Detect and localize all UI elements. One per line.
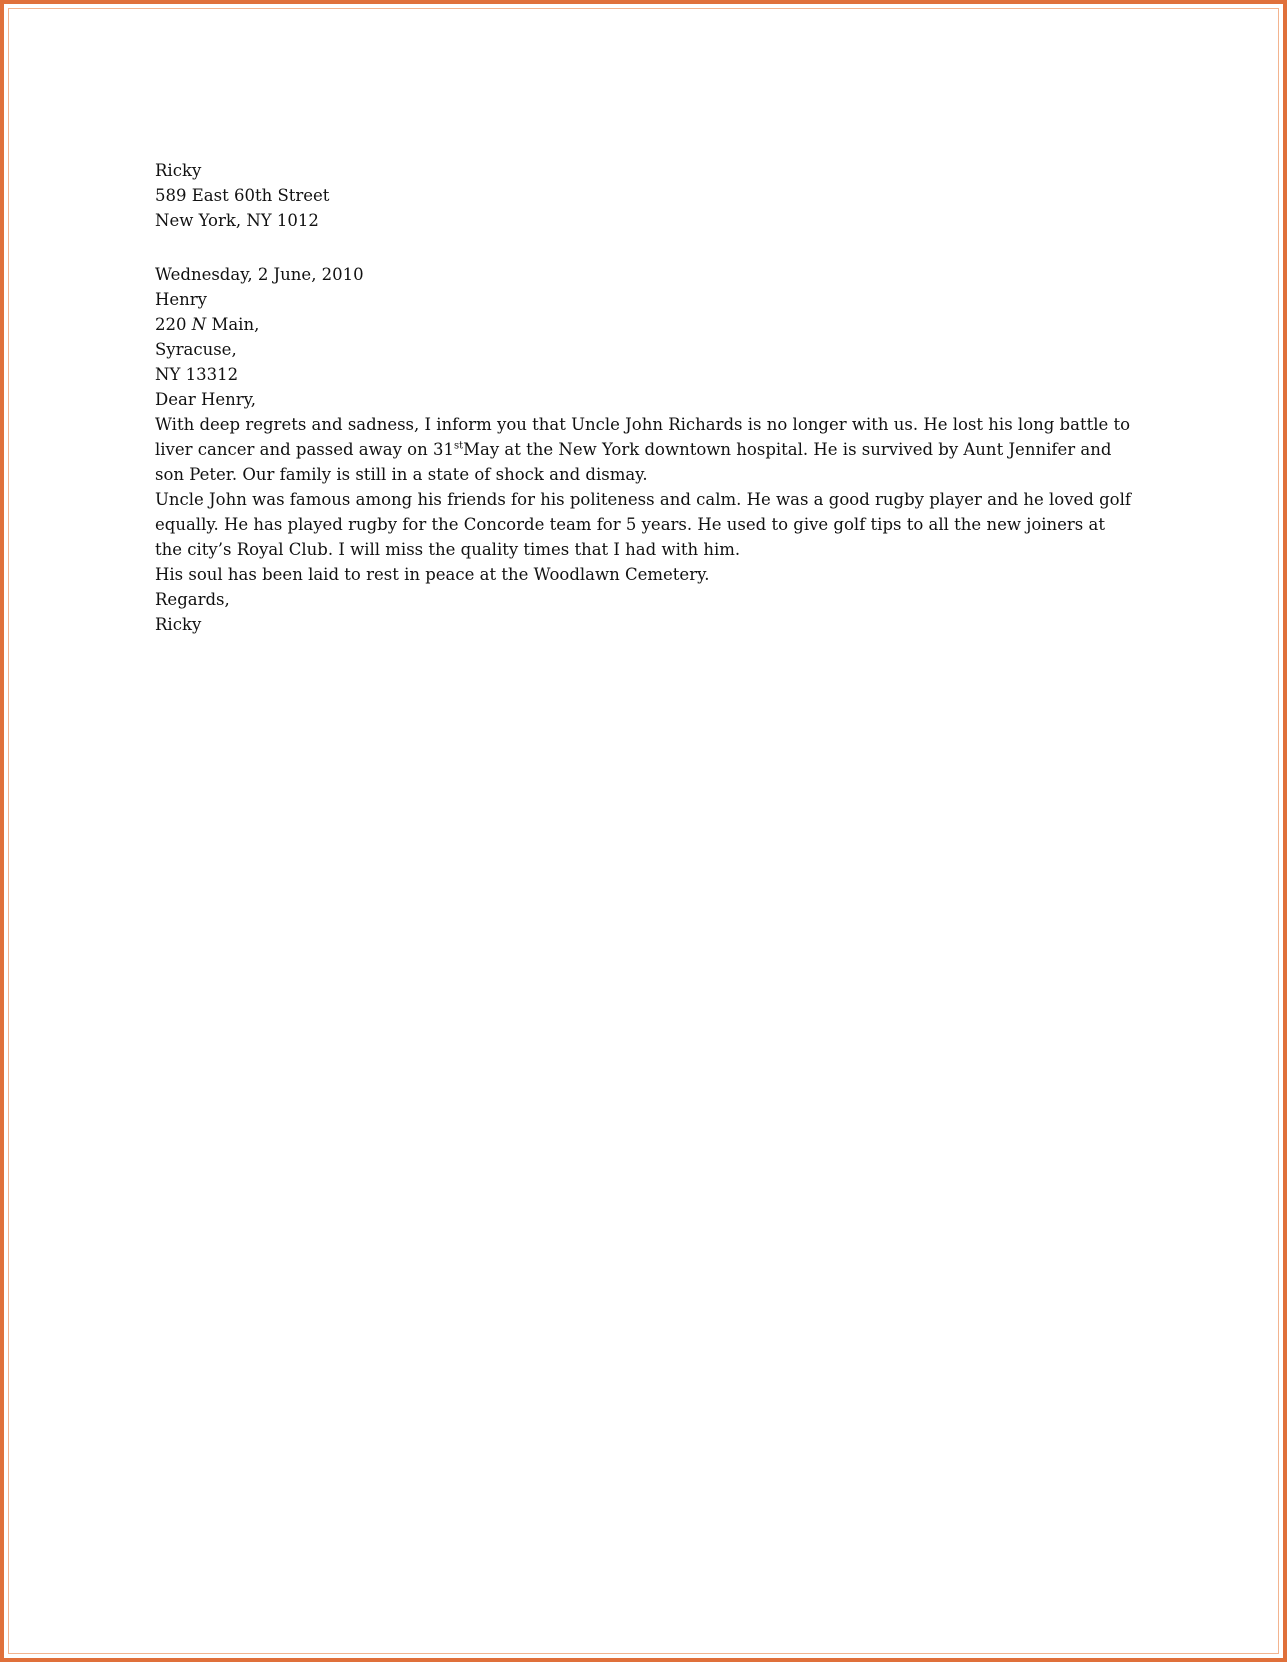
recipient-street (155, 312, 1135, 337)
recipient-street-name: Main, (211, 315, 260, 334)
sender-street: 589 East 60th Street (155, 186, 330, 205)
body-paragraph-3: His soul has been laid to rest in peace at the Woodlawn Cemetery. (155, 565, 710, 584)
recipient-street-number: 220 (155, 315, 187, 334)
recipient-state-zip: NY 13312 (155, 365, 239, 384)
sender-address (155, 158, 1135, 233)
recipient-street-direction: N (191, 315, 207, 334)
letter-date: Wednesday, 2 June, 2010 (155, 265, 364, 284)
closing: Regards, (155, 590, 230, 609)
body-paragraph-1 (155, 412, 1135, 487)
recipient-city: Syracuse, (155, 340, 237, 359)
body-paragraph-1-end: May at the New York downtown hospital. He is survived by Aunt Jennifer and son Peter. Our family is still in a state of shock and dismay. (155, 440, 1112, 484)
body-paragraph-1-start: With deep regrets and sadness, I inform you that Uncle John Richards is no longer with us. He lost his long battle to liver cancer and passed away on 31 (155, 415, 1131, 459)
letter-body (155, 158, 1135, 637)
sender-name: Ricky (155, 161, 202, 180)
recipient-name: Henry (155, 290, 207, 309)
salutation: Dear Henry, (155, 390, 257, 409)
body-paragraph-2: Uncle John was famous among his friends for his politeness and calm. He was a good rugby player and he loved golf equally. He has played rugby for the Concorde team for 5 years. He used to give golf tips to all the new joiners at the city’s Royal Club. I will miss the quality times that I had with him. (155, 490, 1131, 559)
ordinal-suffix: st (453, 440, 464, 452)
signature: Ricky (155, 615, 202, 634)
sender-city-state-zip: New York, NY 1012 (155, 211, 319, 230)
